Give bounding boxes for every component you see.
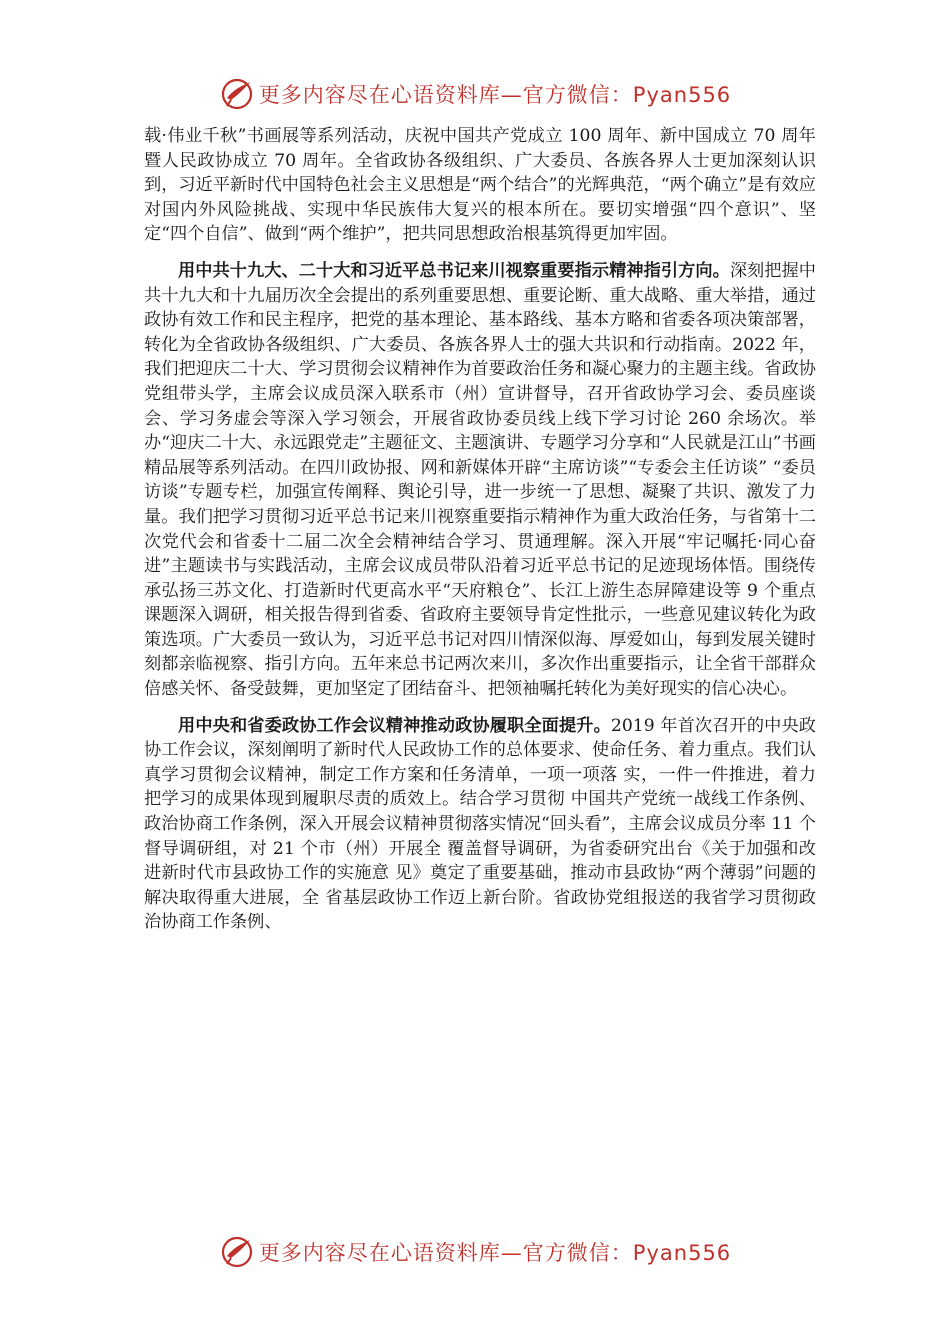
footer-banner-text: 更多内容尽在心语资料库—官方微信：Pyan556 <box>258 1241 732 1265</box>
quill-seal-icon <box>219 1234 255 1270</box>
quill-seal-icon <box>219 76 255 112</box>
document-body <box>144 124 816 935</box>
paragraph-2-heading: 用中共十九大、二十大和习近平总书记来川视察重要指示精神指引方向。 <box>178 260 730 281</box>
header-banner <box>0 72 950 116</box>
paragraph-2-text: 深刻把握中共十九大和十九届历次全会提出的系列重要思想、重要论断、重大战略、重大举措，通过政协有效工作和民主程序，把党的基本理论、基本路线、基本方略和省委各项决策部署，转化为全省政协各级组织、广大委员、各族各界人士的强大共识和行动指南。2022 年，我们把迎庆二十大、学习贯彻会议精神作为首要政治任务和凝心聚力的主题主线。省政协党组带头学，主席会议成员深入联系市（州）宣讲督导，召开省政协学习会、委员座谈会、学习务虚会等深入学习领会，开展省政协委员线上线下学习讨论 260 余场次。举办“迎庆二十大、永远跟党走”主题征文、主题演讲、专题学习分享和“人民就是江山”书画精品展等系列活动。在四川政协报、网和新媒体开辟“主席访谈”“专委会主任访谈” “委员访谈”专题专栏，加强宣传阐释、舆论引导，进一步统一了思想、凝聚了共识、激发了力量。我们把学习贯彻习近平总书记来川视察重要指示精神作为重大政治任务，与省第十二次党代会和省委十二届二次全会精神结合学习、贯通理解。深入开展“牢记嘱托·同心奋进”主题读书与实践活动，主席会议成员带队沿着习近平总书记的足迹现场体悟。围绕传承弘扬三苏文化、打造新时代更高水平“天府粮仓”、长江上游生态屏障建设等 9 个重点课题深入调研，相关报告得到省委、省政府主要领导肯定性批示，一些意见建议转化为政策选项。广大委员一致认为，习近平总书记对四川情深似海、厚爱如山，每到发展关键时刻都亲临视察、指引方向。五年来总书记两次来川，多次作出重要指示，让全省干部群众倍感关怀、备受鼓舞，更加坚定了团结奋斗、把领袖嘱托转化为美好现实的信心决心。 <box>144 260 816 700</box>
paragraph-3 <box>144 714 816 935</box>
footer-banner <box>0 1230 950 1274</box>
paragraph-3-text: 2019 年首次召开的中央政协工作会议，深刻阐明了新时代人民政协工作的总体要求、使命任务、着力重点。我们认真学习贯彻会议精神，制定工作方案和任务清单，一项一项落 实，一件一件推进，着力把学习的成果体现到履职尽责的质效上。结合学习贯彻 中国共产党统一战线工作条例、政治协商工作条例，深入开展会议精神贯彻落实情况“回头看”，主席会议成员分率 11 个督导调研组，对 21 个市（州）开展全 覆盖督导调研，为省委研究出台《关于加强和改进新时代市县政协工作的实施意 见》奠定了重要基础，推动市县政协“两个薄弱”问题的解决取得重大进展，全 省基层政协工作迈上新台阶。省政协党组报送的我省学习贯彻政治协商工作条例、 <box>144 715 816 933</box>
paragraph-1: 载·伟业千秋”书画展等系列活动，庆祝中国共产党成立 100 周年、新中国成立 70 周年暨人民政协成立 70 周年。全省政协各级组织、广大委员、各族各界人士更加深刻认识到，习近平新时代中国特色社会主义思想是“两个结合”的光辉典范，“两个确立”是有效应对国内外风险挑战、实现中华民族伟大复兴的根本所在。要切实增强“四个意识”、坚定“四个自信”、做到“两个维护”，把共同思想政治根基筑得更加牢固。 <box>144 126 816 245</box>
paragraph-2 <box>144 259 816 702</box>
header-banner-text: 更多内容尽在心语资料库—官方微信：Pyan556 <box>258 83 732 107</box>
paragraph-3-heading: 用中央和省委政协工作会议精神推动政协履职全面提升。 <box>178 715 611 736</box>
